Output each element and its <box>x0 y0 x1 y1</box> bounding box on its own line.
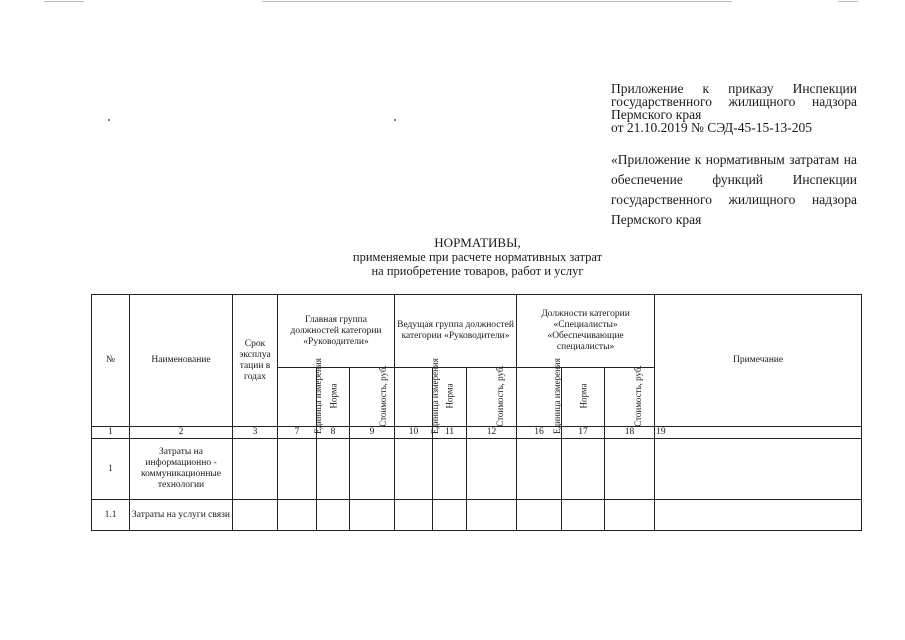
empty-cell <box>605 439 655 500</box>
subheader-norm: Норма <box>317 368 350 427</box>
empty-cell <box>433 439 467 500</box>
row-number: 1 <box>92 439 130 500</box>
empty-cell <box>278 439 317 500</box>
subheader-cost: Стоимость, руб. <box>605 368 655 427</box>
column-number: 3 <box>233 427 278 439</box>
empty-cell <box>467 500 517 531</box>
row-number: 1.1 <box>92 500 130 531</box>
empty-cell <box>655 500 862 531</box>
empty-cell <box>317 439 350 500</box>
column-number: 7 <box>278 427 317 439</box>
scan-dot <box>394 119 396 121</box>
header-term: Срок эксплуа тации в годах <box>233 295 278 427</box>
empty-cell <box>233 500 278 531</box>
document-title: НОРМАТИВЫ, <box>434 235 521 250</box>
header-group-specialists: Должности категории «Специалисты» «Обеспечивающие специалисты» <box>517 295 655 368</box>
row-name: Затраты на услуги связи <box>130 500 233 531</box>
empty-cell <box>562 439 605 500</box>
column-number: 16 <box>517 427 562 439</box>
norms-table <box>91 294 862 531</box>
column-numbers-row <box>92 427 862 439</box>
appendix-reference: «Приложение к нормативным затратам на обеспечение функций Инспекции государственного жилищного надзора Пермского края <box>611 152 857 227</box>
document-heading <box>300 236 655 278</box>
table-header-row <box>92 295 862 368</box>
column-number: 8 <box>317 427 350 439</box>
header-note: Примечание <box>655 295 862 427</box>
empty-cell <box>433 500 467 531</box>
empty-cell <box>517 500 562 531</box>
column-number: 11 <box>433 427 467 439</box>
appendix-order-date: от 21.10.2019 № СЭД-45-15-13-205 <box>611 120 812 135</box>
column-number: 10 <box>395 427 433 439</box>
scan-line-left <box>44 1 84 2</box>
column-number: 9 <box>350 427 395 439</box>
header-group-main-managers: Главная группа должностей категории «Руководители» <box>278 295 395 368</box>
header-number: № <box>92 295 130 427</box>
header-name: Наименование <box>130 295 233 427</box>
empty-cell <box>605 500 655 531</box>
empty-cell <box>395 439 433 500</box>
document-subtitle-line1: применяемые при расчете нормативных затрат <box>352 250 603 264</box>
header-group-leading-managers: Ведущая группа должностей категории «Руководители» <box>395 295 517 368</box>
column-number: 2 <box>130 427 233 439</box>
column-number: 18 <box>605 427 655 439</box>
subheader-norm: Норма <box>562 368 605 427</box>
appendix-order-text: Приложение к приказу Инспекции государственного жилищного надзора Пермского края <box>611 81 857 122</box>
table-row <box>92 500 862 531</box>
appendix-note <box>611 82 857 134</box>
empty-cell <box>562 500 605 531</box>
subheader-unit: Единица измерения <box>517 368 562 427</box>
table-row <box>92 439 862 500</box>
document-subtitle-line2: на приобретение товаров, работ и услуг <box>371 264 584 278</box>
empty-cell <box>350 500 395 531</box>
column-number: 12 <box>467 427 517 439</box>
scan-dot <box>108 119 110 121</box>
subheader-norm: Норма <box>433 368 467 427</box>
empty-cell <box>350 439 395 500</box>
subheader-unit: Единица измерения <box>395 368 433 427</box>
column-number: 19 <box>655 427 862 439</box>
scan-line-center <box>262 1 732 2</box>
empty-cell <box>467 439 517 500</box>
subheader-cost: Стоимость, руб. <box>467 368 517 427</box>
column-number: 17 <box>562 427 605 439</box>
empty-cell <box>655 439 862 500</box>
empty-cell <box>317 500 350 531</box>
empty-cell <box>278 500 317 531</box>
scan-line-right <box>838 1 858 2</box>
empty-cell <box>233 439 278 500</box>
column-number: 1 <box>92 427 130 439</box>
empty-cell <box>517 439 562 500</box>
row-name: Затраты на информационно - коммуникационные технологии <box>130 439 233 500</box>
empty-cell <box>395 500 433 531</box>
subheader-cost: Стоимость, руб. <box>350 368 395 427</box>
subheader-unit: Единица измерения <box>278 368 317 427</box>
